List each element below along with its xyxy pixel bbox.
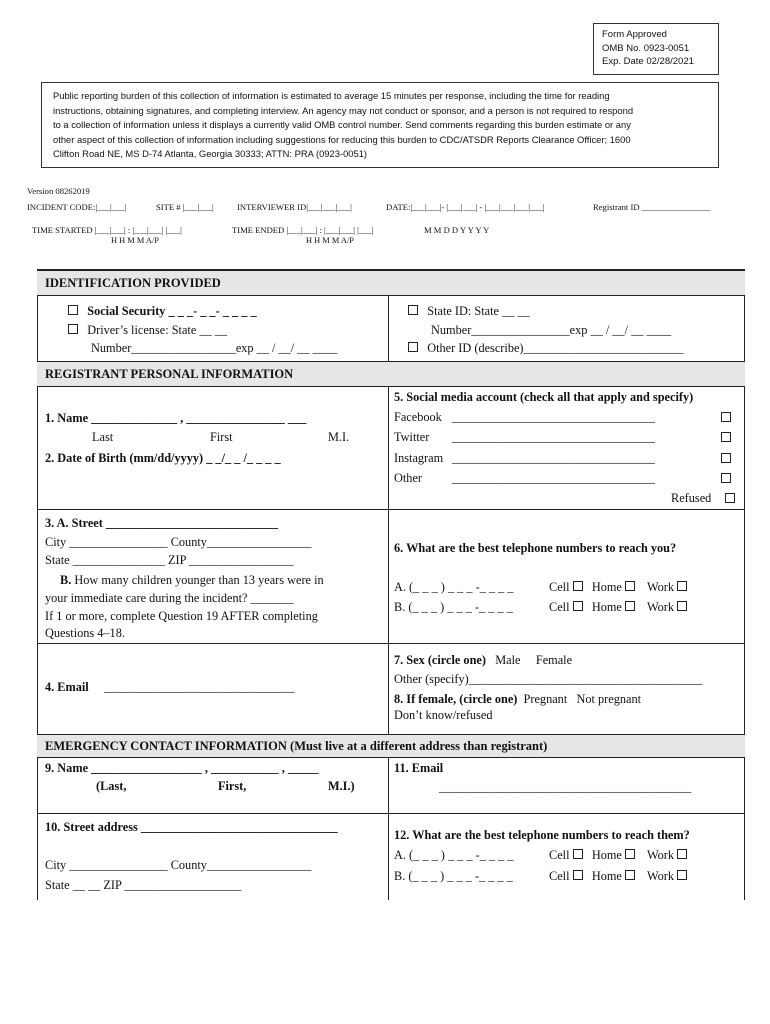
social-media-title: 5. Social media account (check all that apply and specify)	[394, 390, 694, 404]
burden-line: to a collection of information unless it displays a currently valid OMB control number. Send comments regarding this burden estimate or any	[53, 119, 631, 131]
dont-know-option[interactable]: Don’t know/refused	[394, 708, 493, 722]
home-checkbox[interactable]	[625, 601, 635, 611]
omb-line: Exp. Date 02/28/2021	[602, 56, 694, 67]
emergency-email-label: 11. Email	[394, 761, 444, 775]
interviewer-id-field[interactable]: INTERVIEWER ID|___|___|___|	[237, 202, 352, 212]
instagram-label: Instagram	[394, 451, 444, 465]
children-question: B. How many children younger than 13 years were in	[60, 573, 324, 587]
male-option[interactable]: Male	[495, 653, 521, 667]
children-note: Questions 4–18.	[45, 626, 125, 640]
checkbox-icon[interactable]	[408, 342, 418, 352]
identification-header: IDENTIFICATION PROVIDED	[37, 270, 745, 296]
last-label: Last	[92, 430, 114, 444]
cell-label: Cell	[549, 869, 570, 883]
emergency-phones-title: 12. What are the best telephone numbers to reach them?	[394, 828, 690, 842]
work-checkbox[interactable]	[677, 870, 687, 880]
home-checkbox[interactable]	[625, 849, 635, 859]
other-id-option[interactable]	[408, 341, 683, 355]
home-label: Home	[591, 869, 622, 883]
children-count-field[interactable]: your immediate care during the incident? _______	[45, 591, 294, 605]
personal-info-header: REGISTRANT PERSONAL INFORMATION	[37, 361, 745, 387]
twitter-label: Twitter	[394, 430, 430, 444]
facebook-checkbox[interactable]	[721, 412, 731, 422]
omb-line: Form Approved	[602, 29, 667, 40]
date-field[interactable]: DATE:|___|___|- |___|___| - |___|___|___|___|	[386, 202, 545, 212]
state-zip-field[interactable]: State _______________ ZIP _________________	[45, 553, 294, 567]
emergency-mi-label: M.I.)	[328, 779, 355, 793]
email-field[interactable]: _______________________________	[104, 680, 295, 694]
registrant-id-field[interactable]: Registrant ID ________________	[593, 202, 711, 212]
home-label: Home	[591, 848, 622, 862]
emergency-phone-b-field[interactable]: B. (_ _ _ ) _ _ _ -_ _ _ _	[394, 869, 513, 883]
emergency-header: EMERGENCY CONTACT INFORMATION (Must live at a different address than registrant)	[37, 734, 745, 758]
work-label: Work	[647, 848, 675, 862]
social-security-label: Social Security _ _ _- _ _- _ _ _ _	[87, 304, 257, 318]
emergency-last-label: (Last,	[96, 779, 127, 793]
time-started-sub: H H M M A/P	[111, 236, 159, 245]
work-checkbox[interactable]	[677, 601, 687, 611]
emergency-phone-a-field[interactable]: A. (_ _ _ ) _ _ _ -_ _ _ _	[394, 848, 514, 862]
emergency-email-field[interactable]: _________________________________________	[439, 780, 692, 794]
pregnant-option[interactable]: Pregnant	[523, 692, 568, 706]
cell-label: Cell	[549, 600, 570, 614]
not-pregnant-option[interactable]: Not pregnant	[576, 692, 642, 706]
cell-checkbox[interactable]	[573, 870, 583, 880]
name-field[interactable]: 1. Name ______________ , ________________ ___	[45, 411, 307, 425]
home-label: Home	[591, 600, 622, 614]
female-option[interactable]: Female	[535, 653, 573, 667]
checkbox-icon[interactable]	[408, 305, 418, 315]
state-id-number[interactable]: Number________________exp __ / __/ __ ____	[431, 323, 672, 337]
site-field[interactable]: SITE # |___|___|	[156, 202, 214, 212]
emergency-state-zip-field[interactable]: State __ __ ZIP ___________________	[45, 878, 242, 892]
emergency-city-field[interactable]: City ________________ County_________________	[45, 858, 312, 872]
twitter-checkbox[interactable]	[721, 432, 731, 442]
work-label: Work	[647, 869, 675, 883]
state-id-option[interactable]	[408, 304, 530, 318]
time-started-field[interactable]: TIME STARTED |___|___| : |___|___| |___|	[32, 225, 182, 235]
omb-box	[593, 23, 719, 75]
street-field[interactable]: 3. A. Street ____________________________	[45, 516, 279, 530]
mi-label: M.I.	[328, 430, 350, 444]
incident-code-field[interactable]: INCIDENT CODE:|___|___|	[27, 202, 127, 212]
work-label: Work	[647, 600, 675, 614]
drivers-license-label: Driver’s license: State __ __	[87, 323, 228, 337]
time-ended-field[interactable]: TIME ENDED |___|___| : |___|___| |___|	[232, 225, 374, 235]
city-county-field[interactable]: City ________________ County_________________	[45, 535, 312, 549]
home-checkbox[interactable]	[625, 870, 635, 880]
phone-a-field[interactable]: A. (_ _ _ ) _ _ _ -_ _ _ _	[394, 580, 514, 594]
other-social-label: Other	[394, 471, 422, 485]
first-label: First	[210, 430, 233, 444]
burden-line: instructions, obtaining signatures, and completing interview. An agency may not conduct or sponsor, and a person is not required to respond	[53, 104, 634, 116]
other-id-label: Other ID (describe)__________________________	[427, 341, 684, 355]
facebook-label: Facebook	[394, 410, 442, 424]
drivers-license-option[interactable]	[68, 323, 227, 337]
sex-question: 7. Sex (circle one) Male Female	[394, 653, 573, 667]
time-ended-sub: H H M M A/P	[306, 236, 354, 245]
phones-title: 6. What are the best telephone numbers to reach you?	[394, 541, 677, 555]
phone-b-field[interactable]: B. (_ _ _ ) _ _ _ -_ _ _ _	[394, 600, 513, 614]
cell-checkbox[interactable]	[573, 601, 583, 611]
omb-line: OMB No. 0923-0051	[602, 42, 690, 54]
drivers-license-number[interactable]: Number_________________exp __ / __/ __ ____	[91, 341, 338, 355]
children-note: If 1 or more, complete Question 19 AFTER completing	[45, 609, 318, 623]
sex-other-field[interactable]: Other (specify)______________________________________	[394, 672, 703, 686]
work-checkbox[interactable]	[677, 581, 687, 591]
burden-line: Clifton Road NE, MS D-74 Atlanta, Georgia 30333; ATTN: PRA (0923-0051)	[53, 148, 368, 160]
other-social-checkbox[interactable]	[721, 473, 731, 483]
checkbox-icon[interactable]	[68, 324, 78, 334]
cell-label: Cell	[549, 848, 570, 862]
work-label: Work	[647, 580, 675, 594]
emergency-street-field[interactable]: 10. Street address ________________________________	[45, 820, 338, 834]
email-label: 4. Email	[45, 680, 89, 694]
home-checkbox[interactable]	[625, 581, 635, 591]
version-label: Version 08262019	[27, 186, 90, 196]
cell-checkbox[interactable]	[573, 849, 583, 859]
date-sub: M M D D Y Y Y Y	[424, 225, 490, 235]
work-checkbox[interactable]	[677, 849, 687, 859]
cell-checkbox[interactable]	[573, 581, 583, 591]
emergency-first-label: First,	[218, 779, 247, 793]
refused-label: Refused	[671, 491, 712, 505]
emergency-name-field[interactable]: 9. Name __________________ , ___________ , _____	[45, 761, 319, 775]
burden-line: other aspect of this collection of information including suggestions for reducing this burden to CDC/ATSDR Reports Clearance Officer; 1600	[53, 133, 631, 145]
burden-line: Public reporting burden of this collection of information is estimated to average 15 minutes per response, including the time for reading	[53, 90, 610, 101]
checkbox-icon[interactable]	[68, 305, 78, 315]
refused-checkbox[interactable]	[725, 493, 735, 503]
state-id-label: State ID: State __ __	[427, 304, 530, 318]
dob-field[interactable]: 2. Date of Birth (mm/dd/yyyy) _ _/_ _ /_ _ _ _	[45, 451, 281, 465]
social-security-option[interactable]	[68, 304, 257, 318]
pregnancy-question: 8. If female, (circle one) Pregnant Not pregnant	[394, 692, 642, 706]
instagram-checkbox[interactable]	[721, 453, 731, 463]
cell-label: Cell	[549, 580, 570, 594]
home-label: Home	[591, 580, 622, 594]
burden-statement	[41, 82, 719, 168]
